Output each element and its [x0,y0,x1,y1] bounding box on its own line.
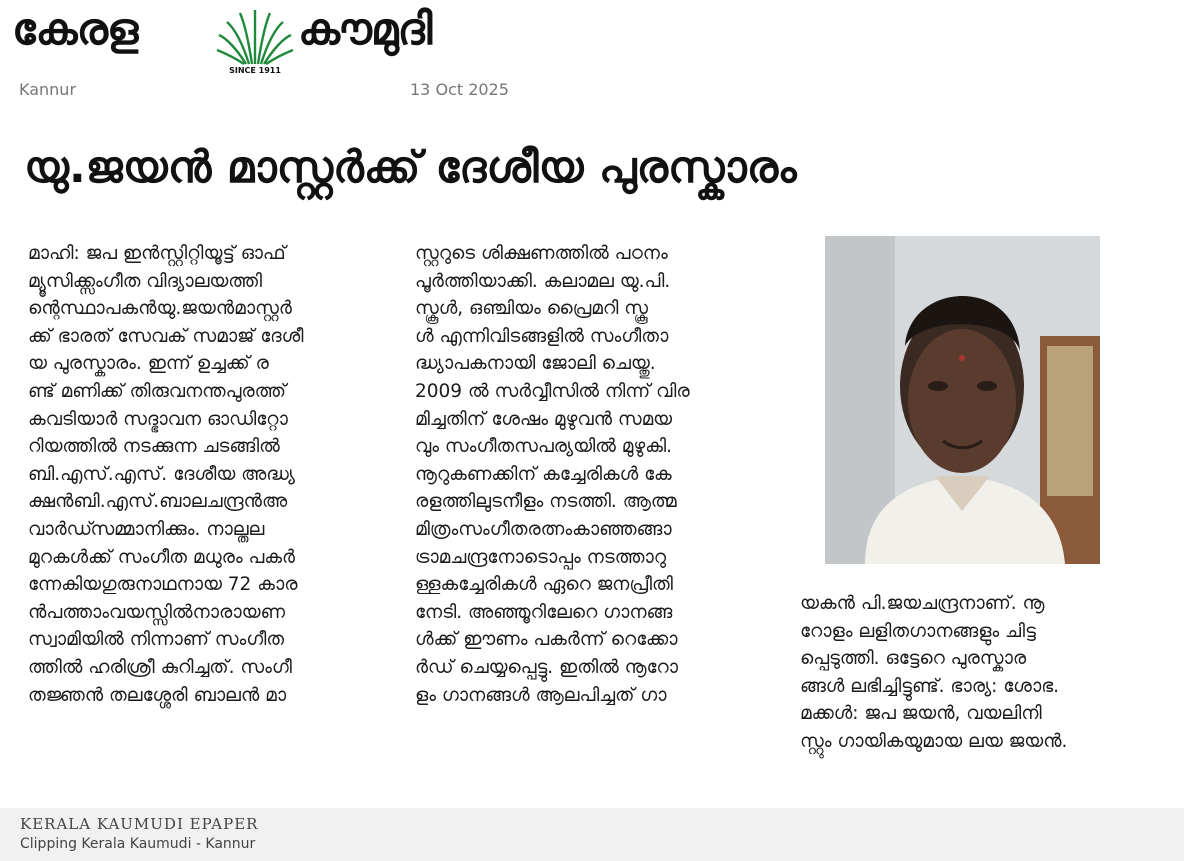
text-line: ബി.എസ്.എസ്. ദേശീയ അദ്ധ്യ [28,463,296,485]
text-line: മിത്രംസംഗീതരത്നംകാഞ്ഞങ്ങാ [415,518,672,540]
text-line: കവടിയാർ സദ്ഭാവന ഓഡിറ്റോ [28,408,288,430]
text-line: സ്വാമിയിൽ നിന്നാണ് സംഗീത [28,629,285,651]
footer-subtitle: Clipping Kerala Kaumudi - Kannur [20,836,256,852]
text-line: ങ്ങൾ ലഭിച്ചിട്ടുണ്ട്. ഭാര്യ: ശോഭ. [800,675,1059,697]
text-line: ള്ളകച്ചേരികൾ ഏറെ ജനപ്രീതി [415,574,673,596]
text-line: നൂറുകണക്കിന് കച്ചേരികൾ കേ [415,463,672,485]
text-line: സ്റ്ററുടെ ശിക്ഷണത്തിൽ പഠനം [415,243,668,264]
footer-title: KERALA KAUMUDI EPAPER [20,815,259,833]
text-line: നേടി. അഞ്ഞൂറിലേറെ ഗാനങ്ങ [415,601,673,623]
text-line: യകൻ പി.ജയചന്ദ്രനാണ്. നൂ [800,593,1045,614]
text-line: ളം ഗാനങ്ങൾ ആലപിച്ചത് ഗാ [415,684,667,706]
text-line: റോളം ലളിതഗാനങ്ങളും ചിട്ട [800,620,1036,642]
article-column-1 [28,240,390,709]
text-line: ൾ എന്നിവിടങ്ങളിൽ സംഗീതാ [415,325,669,347]
footer-bar [0,808,1184,861]
text-line: ക്ക് ഭാരത് സേവക് സമാജ് ദേശീ [28,325,304,347]
text-line: ത്തിൽ ഹരിശ്രീ കുറിച്ചത്. സംഗീ [28,656,292,678]
text-line: ൻപത്താംവയസ്സിൽനാരായണ [28,601,286,623]
logo-since-text: SINCE 1911 [229,66,281,75]
text-line: സ്കൂൾ, ഒഞ്ചിയം പ്രൈമറി സ്കൂ [415,298,648,320]
text-line: യ പുരസ്കാരം. ഇന്ന് ഉച്ചക്ക് ര [28,353,269,375]
article-headline: യു.ജയൻ മാസ്റ്റർക്ക് ദേശീയ പുരസ്കാരം [24,142,797,193]
text-line: പ്പെടുത്തി. ഒട്ടേറെ പുരസ്കാര [800,648,1027,670]
text-line: തജ്ഞൻ തലശ്ശേരി ബാലൻ മാ [28,684,287,706]
masthead-title-right: കൗമുദി [298,4,432,55]
text-line: ൾക്ക് ഈണം പകർന്ന് റെക്കോ [415,629,678,651]
text-line: പൂർത്തിയാക്കി. കലാമല യു.പി. [415,270,671,292]
text-line: ന്റെസ്ഥാപകൻയു.ജയൻമാസ്റ്റർ [28,298,292,320]
sunrise-logo-icon [214,4,296,76]
text-line: ട്രാമചന്ദ്രനോടൊപ്പം നടത്താറു [415,546,667,568]
article-column-3 [800,590,1160,756]
text-line: ദ്ധ്യാപകനായി ജോലി ചെയ്തു. [415,353,656,375]
masthead-title-left: കേരള [12,4,138,55]
text-line: മക്കൾ: ജപ ജയൻ, വയലിനി [800,703,1042,725]
portrait-illustration [825,236,1100,564]
text-line: രളത്തിലുടനീളം നടത്തി. ആത്മ [415,491,677,513]
text-line: ണ്ട് മണിക്ക് തിരുവനന്തപുരത്ത് [28,380,287,402]
edition-date: 13 Oct 2025 [410,80,509,99]
text-line: വാർഡ്സമ്മാനിക്കും. നാല്തല [28,518,265,540]
article-column-2 [415,240,775,709]
text-line: മുറകൾക്ക് സംഗീത മധുരം പകർ [28,546,295,568]
portrait-photo [825,236,1100,564]
text-line: ന്നേകിയഗുരുനാഥനായ 72 കാര [28,574,298,596]
edition-location: Kannur [19,80,77,99]
text-line: മാഹി: ജപ ഇൻസ്റ്റിറ്റിയൂട്ട് ഓഫ് [28,243,286,264]
text-line: റിയത്തിൽ നടക്കുന്ന ചടങ്ങിൽ [28,436,280,458]
text-line: ർഡ് ചെയ്യപ്പെട്ടു. ഇതിൽ നൂറോ [415,656,679,678]
text-line: 2009 ൽ സർവ്വീസിൽ നിന്ന് വിര [415,380,690,402]
text-line: സ്റ്റും ഗായികയുമായ ലയ ജയൻ. [800,730,1068,752]
text-line: ക്ഷൻബി.എസ്.ബാലചന്ദ്രൻഅ [28,491,288,513]
text-line: മിച്ചതിന് ശേഷം മുഴുവൻ സമയ [415,408,673,430]
text-line: മ്യൂസിക്ക്സംഗീത വിദ്യാലയത്തി [28,270,263,292]
text-line: വും സംഗീതസപര്യയിൽ മുഴുകി. [415,436,673,458]
masthead [12,4,512,74]
